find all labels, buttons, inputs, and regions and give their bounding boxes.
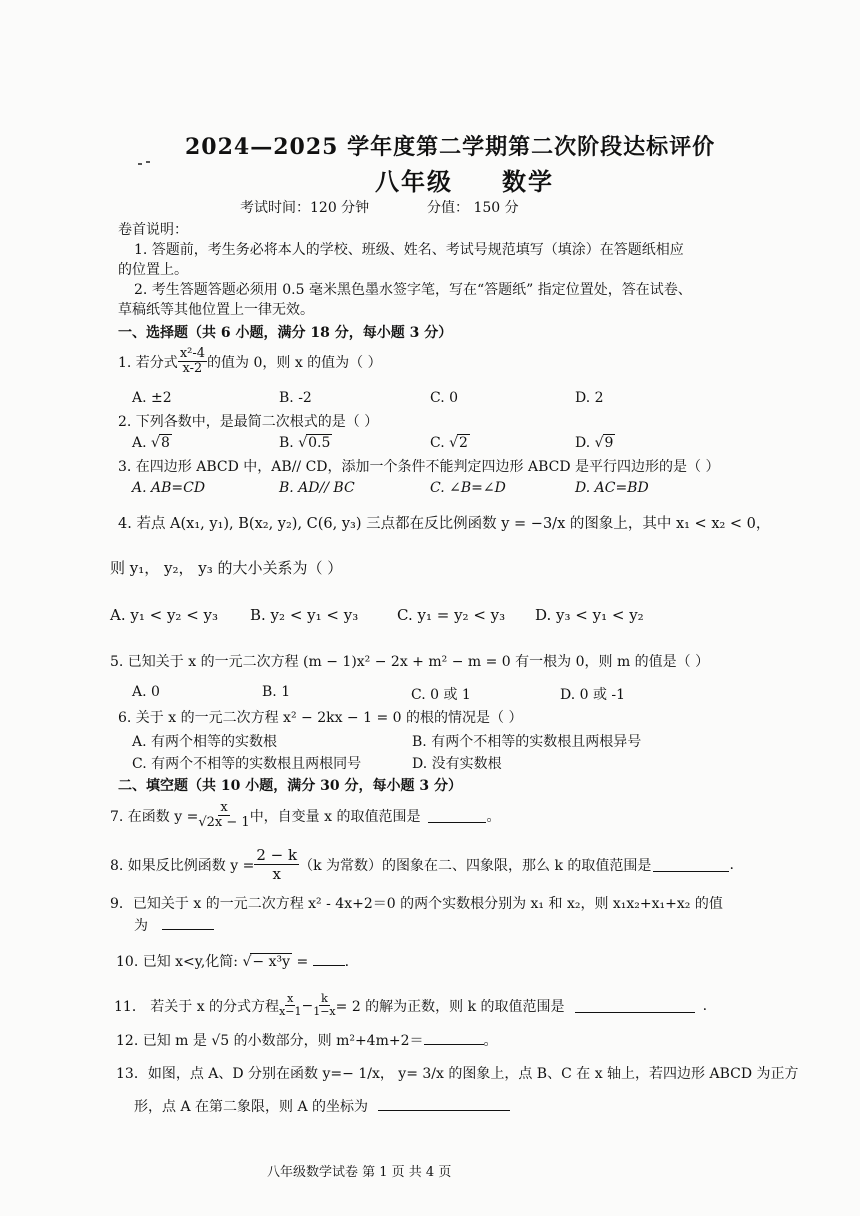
subject-label: 数学 xyxy=(502,167,554,196)
q5-option-c[interactable]: C. 0 或 1 xyxy=(411,687,471,703)
q7-stem-end: 中，自变量 x 的取值范围是 xyxy=(249,808,421,825)
instructions-heading: 卷首说明： xyxy=(118,222,188,238)
section-choice-heading: 一、选择题（共 6 小题，满分 18 分，每小题 3 分） xyxy=(118,325,453,341)
q8-answer-blank[interactable] xyxy=(653,857,729,872)
q11-fraction-2: $\frac{k}{1-x}$ xyxy=(313,992,336,1018)
q8-stem: 8. 如果反比例函数 y = xyxy=(110,857,255,874)
q2-option-b[interactable]: B. √0.5 xyxy=(279,435,331,451)
question-7: 7. 在函数 y = $\frac{x}{√2x - 1}$ 中，自变量 x 的取值范围是 。 xyxy=(110,800,501,830)
q4-option-c[interactable]: C. y₁ = y₂ < y₃ xyxy=(397,606,506,624)
q7-fraction: $\frac{x}{√2x - 1}$ xyxy=(198,800,250,830)
q11-fraction-1: $\frac{x}{x-1}$ xyxy=(279,992,302,1018)
question-8: 8. 如果反比例函数 y = $\frac{2 - k}{x}$ （k 为常数）的图象在二、四象限，那么 k 的取值范围是 . xyxy=(110,846,734,883)
speck xyxy=(146,161,150,163)
q8-stem-end: （k 为常数）的图象在二、四象限，那么 k 的取值范围是 xyxy=(299,857,652,874)
q2-option-a[interactable]: A. √8 xyxy=(132,435,170,451)
question-3: 3. 在四边形 ABCD 中，AB// CD，添加一个条件不能判定四边形 ABCD 是平行四边形的是（ ） xyxy=(118,459,720,475)
q1-option-a[interactable]: A. ±2 xyxy=(132,390,172,406)
q5-option-b[interactable]: B. 1 xyxy=(262,684,291,700)
question-13-cont: 形，点 A 在第二象限，则 A 的坐标为 xyxy=(134,1096,510,1116)
q12-stem: 12. 已知 m 是 √5 的小数部分，则 m²+4m+2＝ xyxy=(116,1033,424,1049)
q7-stem: 7. 在函数 y = xyxy=(110,808,199,825)
q11-stem: 11． 若关于 x 的分式方程 xyxy=(114,998,280,1015)
question-6: 6. 关于 x 的一元二次方程 x² − 2kx − 1 = 0 的根的情况是（ ） xyxy=(118,710,523,726)
q1-stem: 1. 若分式 xyxy=(118,354,178,371)
q10-answer-blank[interactable] xyxy=(313,951,345,966)
q5-option-d[interactable]: D. 0 或 -1 xyxy=(560,687,626,703)
question-11: 11． 若关于 x 的分式方程 $\frac{x}{x-1}$ − $\frac{k}{1-x}$ = 2 的解为正数，则 k 的取值范围是 . xyxy=(114,992,708,1018)
q11-stem-end: = 2 的解为正数，则 k 的取值范围是 xyxy=(335,998,565,1015)
q7-answer-blank[interactable] xyxy=(428,808,486,823)
q10-stem: 10. 已知 x<y,化简: √ xyxy=(116,954,252,970)
q1-option-c[interactable]: C. 0 xyxy=(430,390,459,406)
question-5: 5. 已知关于 x 的一元二次方程 (m − 1)x² − 2x + m² − m = 0 有一根为 0，则 m 的值是（ ） xyxy=(110,654,710,670)
question-10: 10. 已知 x<y,化简: √− x³y = . xyxy=(116,951,349,971)
question-1 xyxy=(118,347,382,376)
question-9: 9．已知关于 x 的一元二次方程 x² - 4x+2＝0 的两个实数根分别为 x₁ 和 x₂，则 x₁x₂+x₁+x₂ 的值 xyxy=(110,896,723,912)
q11-answer-blank[interactable] xyxy=(575,998,695,1013)
q10-radicand: − x³y xyxy=(252,954,290,970)
instruction-2: 2. 考生答题答题必须用 0.5 毫米黑色墨水签字笔，写在“答题纸” 指定位置处，答在试卷、 xyxy=(134,282,692,298)
q6-option-d[interactable]: D. 没有实数根 xyxy=(412,756,502,772)
exam-score: 分值： 150 分 xyxy=(427,200,519,216)
question-2: 2. 下列各数中，是最简二次根式的是（ ） xyxy=(118,414,379,430)
q4-option-a[interactable]: A. y₁ < y₂ < y₃ xyxy=(110,606,219,624)
question-9-cont: 为 xyxy=(134,915,214,935)
q2-option-d[interactable]: D. √9 xyxy=(575,435,614,451)
q6-option-c[interactable]: C. 有两个不相等的实数根且两根同号 xyxy=(132,756,362,772)
q3-option-d[interactable]: D. AC=BD xyxy=(575,480,649,496)
q3-option-b[interactable]: B. AD// BC xyxy=(279,480,355,496)
q2-option-c[interactable]: C. √2 xyxy=(430,435,468,451)
q1-fraction: $\frac{\text{x²-4}}{x-2}$ xyxy=(179,346,206,376)
q13-answer-blank[interactable] xyxy=(378,1096,510,1111)
q8-fraction: $\frac{2 - k}{x}$ xyxy=(256,846,298,883)
instruction-1-cont: 的位置上。 xyxy=(118,262,188,278)
question-4: 4. 若点 A(x₁, y₁), B(x₂, y₂), C(6, y₃) 三点都在反比例函数 y = −3/x 的图象上，其中 x₁ < x₂ < 0， xyxy=(118,516,771,532)
question-12: 12. 已知 m 是 √5 的小数部分，则 m²+4m+2＝ 。 xyxy=(116,1030,498,1050)
q4-option-d[interactable]: D. y₃ < y₁ < y₂ xyxy=(535,606,644,624)
page-footer: 八年级数学试卷 第 1 页 共 4 页 xyxy=(267,1165,452,1180)
grade-label: 八年级 xyxy=(375,167,453,196)
instruction-1: 1. 答题前，考生务必将本人的学校、班级、姓名、考试号规范填写（填涂）在答题纸相应 xyxy=(134,242,684,258)
speck xyxy=(138,163,142,165)
q1-option-b[interactable]: B. -2 xyxy=(279,390,312,406)
exam-time: 考试时间：120 分钟 xyxy=(240,200,370,216)
q12-answer-blank[interactable] xyxy=(424,1030,484,1045)
question-4-cont: 则 y₁， y₂， y₃ 的大小关系为（ ） xyxy=(110,559,343,577)
q3-option-a[interactable]: A. AB=CD xyxy=(132,480,206,496)
question-13: 13．如图，点 A、D 分别在函数 y=− 1/x， y= 3/x 的图象上，点 B、C 在 x 轴上，若四边形 ABCD 为正方 xyxy=(116,1066,799,1082)
q1-stem-end: 的值为 0，则 x 的值为（ ） xyxy=(207,354,382,371)
q4-option-b[interactable]: B. y₂ < y₁ < y₃ xyxy=(250,606,359,624)
q5-option-a[interactable]: A. 0 xyxy=(132,684,160,700)
section-fill-heading: 二、填空题（共 10 小题，满分 30 分，每小题 3 分） xyxy=(118,778,462,794)
q3-option-c[interactable]: C. ∠B=∠D xyxy=(430,480,506,496)
q9-answer-blank[interactable] xyxy=(162,915,214,930)
q6-option-a[interactable]: A. 有两个相等的实数根 xyxy=(132,734,278,750)
instruction-2-cont: 草稿纸等其他位置上一律无效。 xyxy=(118,302,314,318)
exam-title: 2024—2025 学年度第二学期第二次阶段达标评价 xyxy=(185,134,716,160)
q6-option-b[interactable]: B. 有两个不相等的实数根且两根异号 xyxy=(412,734,642,750)
q1-option-d[interactable]: D. 2 xyxy=(575,390,604,406)
